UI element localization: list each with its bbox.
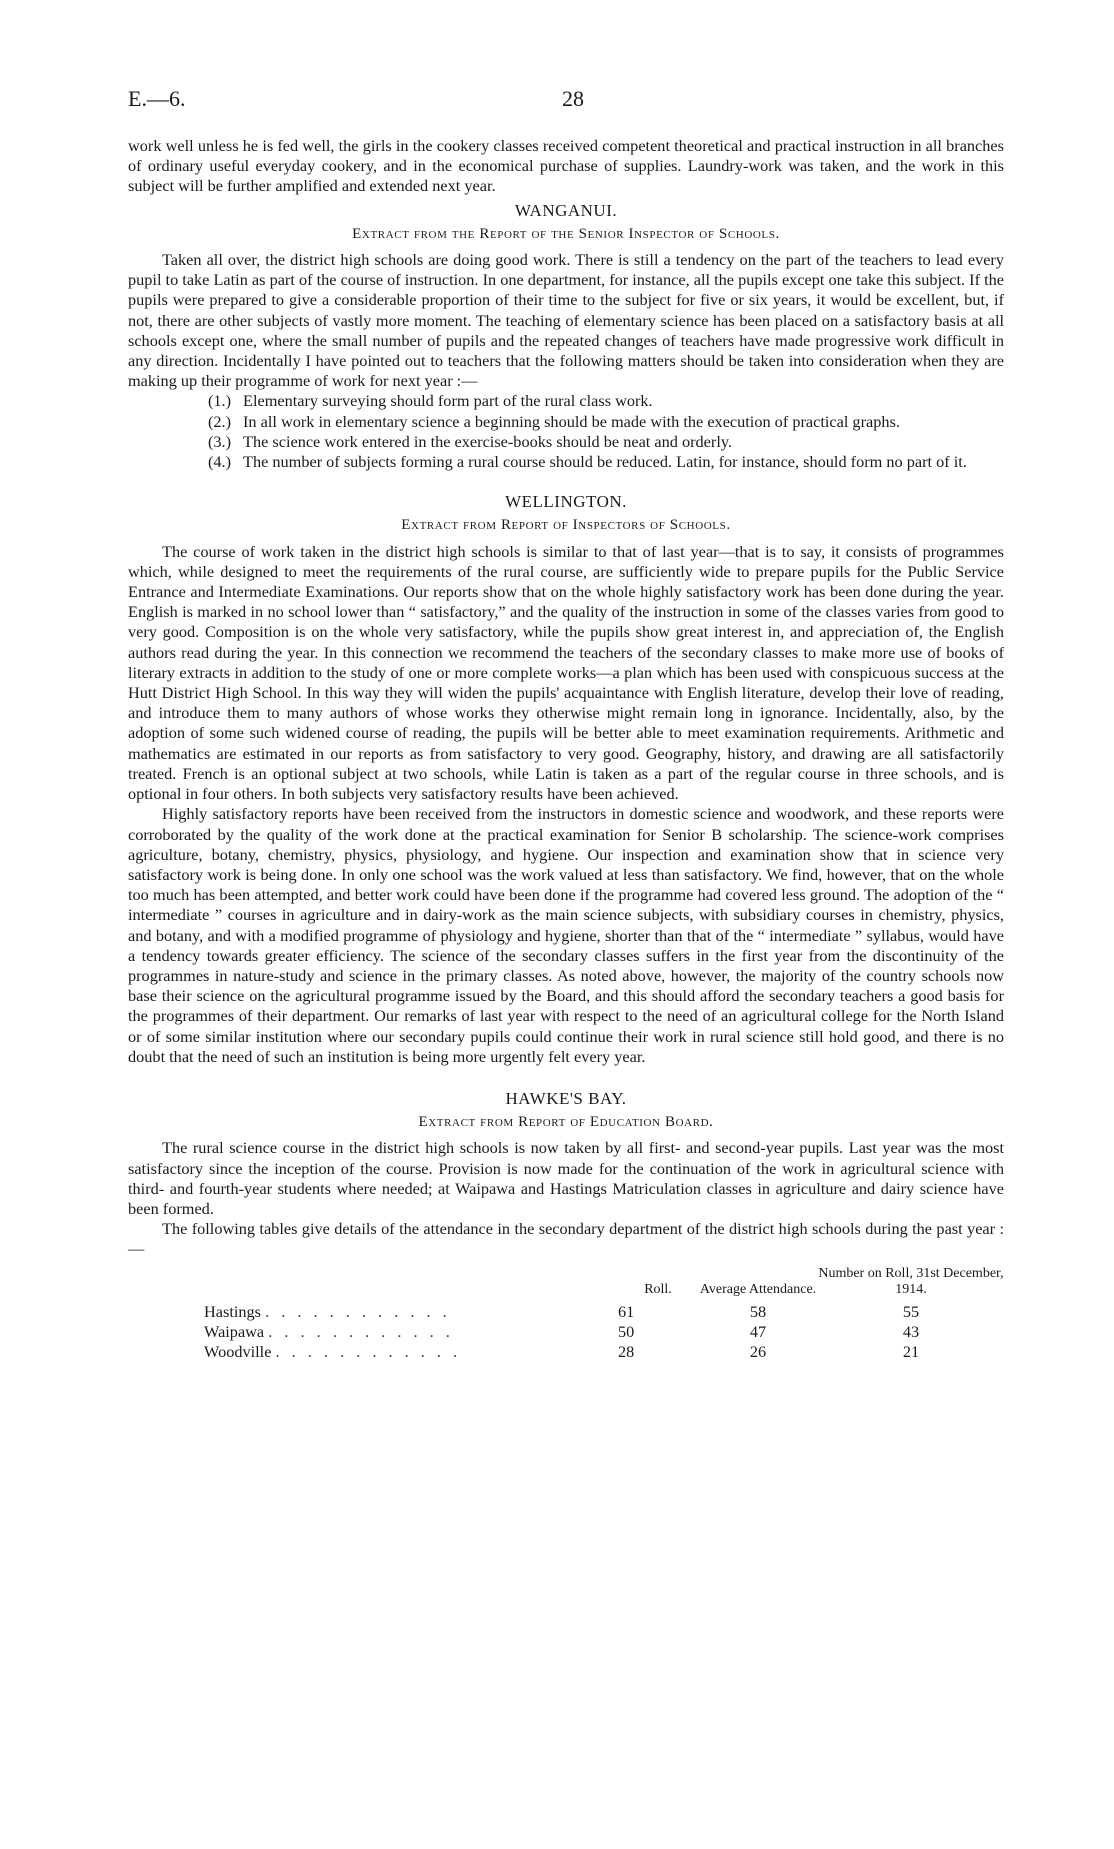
list-item bbox=[208, 412, 1004, 432]
running-head bbox=[128, 86, 1004, 116]
school-name: Woodville bbox=[204, 1341, 272, 1361]
list-item-text: In all work in elementary science a beginning should be made with the execution of practical graphs. bbox=[243, 411, 900, 431]
list-item-number: (2.) bbox=[208, 411, 232, 431]
table-row bbox=[128, 1322, 1004, 1342]
table-row bbox=[128, 1302, 1004, 1322]
table-cell-roll: 28 bbox=[618, 1341, 635, 1361]
table-header-number-on-roll: Number on Roll, 31st December, 1914. bbox=[818, 1265, 1004, 1297]
list-item-text: The number of subjects forming a rural course should be reduced. Latin, for instance, should form no part of it. bbox=[243, 452, 967, 472]
section-subheading-hawkes-bay: Extract from Report of Education Board. bbox=[418, 1114, 714, 1131]
table-row bbox=[128, 1342, 1004, 1362]
list-item-text: The science work entered in the exercise-books should be neat and orderly. bbox=[243, 431, 733, 451]
page-number: 28 bbox=[562, 86, 584, 111]
table-cell-number: 43 bbox=[902, 1321, 920, 1341]
intro-paragraph: work well unless he is fed well, the girls in the cookery classes received competent theoretical and practical instruction in all branches of ordinary useful everyday cookery, and in the economical purchase of supplies. Laundry-work was taken, and the work in this subject will be further amplified and extended next year. bbox=[128, 136, 1004, 196]
dot-leader: . . . . . . . . . . . . bbox=[265, 1301, 451, 1321]
section-heading-wanganui: WANGANUI. bbox=[514, 200, 618, 220]
wanganui-paragraph: Taken all over, the district high schools are doing good work. There is still a tendency on the part of the teachers to lead every pupil to take Latin as part of the course of instruction. In one department, for instance, all the pupils except one take this subject. If the pupils were prepared to give a considerable proportion of their time to the subject for five or six years, it would be excellent, but, if not, there are other subjects of vastly more moment. The teaching of elementary science has been placed on a satisfactory basis at all schools except one, where the small number of pupils and the repeated changes of teachers have made progressive work difficult in any direction. Incidentally I have pointed out to teachers that the following matters should be taken into consideration when they are making up their programme of work for next year :— bbox=[128, 250, 1004, 391]
dot-leader: . . . . . . . . . . . . bbox=[268, 1321, 454, 1341]
hawkes-bay-paragraph-1: The rural science course in the district high schools is now taken by all first- and second-year pupils. Last year was the most satisfactory since the inception of the course. Provision is now made for the continuation of the work in agricultural science with third- and fourth-year students where needed; at Waipawa and Hastings Matriculation classes in agriculture and dairy science have been formed. bbox=[128, 1138, 1004, 1218]
document-reference: E.—6. bbox=[128, 86, 186, 111]
list-item bbox=[208, 391, 1004, 411]
wellington-paragraph-2: Highly satisfactory reports have been received from the instructors in domestic science and woodwork, and these reports were corroborated by the quality of the work done at the practical examination for Senior B scholarship. The science-work comprises agriculture, botany, chemistry, physics, physiology, and hygiene. Our inspection and examination show that in science very satisfactory work is being done. In only one school was the work valued at less than satisfactory. We find, however, that on the whole too much has been attempted, and better work could have been done if the programme had covered less ground. The adoption of the “ intermediate ” courses in agriculture and in dairy-work as the main science subjects, with subsidiary courses in chemistry, physics, and botany, and with a modified programme of physiology and hygiene, shorter than that of the “ intermediate ” syllabus, would have a tendency towards greater efficiency. The science of the secondary classes suffers in the first year from the discontinuity of the programmes in nature-study and science in the primary classes. As noted above, however, the majority of the country schools now base their science on the agricultural programme issued by the Board, and this should afford the secondary teachers a good basis for the programmes of their department. Our remarks of last year with respect to the need of an agricultural college for the North Island or of some similar institution where our secondary pupils could continue their work in rural science still hold good, and there is no doubt that the need of such an institution is being more urgently felt every year. bbox=[128, 804, 1004, 1066]
school-name: Hastings bbox=[204, 1301, 261, 1321]
wellington-paragraph-1: The course of work taken in the district high schools is similar to that of last year—that is to say, it consists of programmes which, while designed to meet the requirements of the rural course, are sufficiently wide to prepare pupils for the Public Service Entrance and Intermediate Examinations. Our reports show that on the whole highly satisfactory work has been done during the year. English is marked in no school lower than “ satisfactory,” and the quality of the instruction in some of the classes varies from good to very good. Composition is on the whole very satisfactory, while the pupils show great interest in, and appreciation of, the English authors read during the year. In this connection we recommend the teachers of the secondary classes to make more use of books of literary extracts in addition to the study of one or more complete works—a plan which has been used with conspicuous success at the Hutt District High School. In this way they will widen the pupils' acquaintance with English literature, develop their love of reading, and introduce them to many authors of whose works they otherwise might remain long in ignorance. Incidentally, also, by the adoption of some such widened course of reading, the pupils will be better able to meet examination requirements. Arithmetic and mathematics are estimated in our reports as from satisfactory to very good. Geography, history, and drawing are all satisfactorily treated. French is an optional subject at two schools, while Latin is taken as a part of the regular course in three schools, and is optional in four others. In both subjects very satisfactory results have been achieved. bbox=[128, 541, 1004, 804]
table-header-row bbox=[128, 1264, 1004, 1302]
body-text bbox=[128, 136, 1004, 1362]
table-cell-average: 47 bbox=[749, 1321, 767, 1341]
table-cell-school bbox=[128, 1342, 618, 1362]
table-cell-average: 58 bbox=[749, 1301, 767, 1321]
table-header-average: Average Attendance. bbox=[699, 1281, 817, 1297]
table-header-school bbox=[128, 1264, 618, 1302]
list-item bbox=[208, 432, 1004, 452]
dot-leader: . . . . . . . . . . . . bbox=[275, 1341, 462, 1361]
list-item-number: (1.) bbox=[208, 391, 232, 411]
table-cell-roll: 61 bbox=[618, 1301, 635, 1321]
section-heading-wellington: WELLINGTON. bbox=[505, 492, 627, 512]
table-header-roll: Roll. bbox=[644, 1281, 672, 1297]
wanganui-list bbox=[128, 391, 1004, 472]
school-name: Waipawa bbox=[204, 1321, 265, 1341]
table-cell-school bbox=[128, 1302, 618, 1322]
table-cell-average: 26 bbox=[749, 1341, 767, 1361]
list-item-number: (4.) bbox=[208, 452, 232, 472]
section-subheading-wanganui: Extract from the Report of the Senior Inspector of Schools. bbox=[352, 225, 780, 242]
table-cell-roll: 50 bbox=[618, 1321, 635, 1341]
list-item-number: (3.) bbox=[208, 431, 232, 451]
list-item-text: Elementary surveying should form part of the rural class work. bbox=[243, 391, 653, 411]
hawkes-bay-paragraph-2: The following tables give details of the attendance in the secondary department of the district high schools during the past year :— bbox=[128, 1219, 1004, 1259]
list-item bbox=[208, 452, 1004, 472]
section-heading-hawkes-bay: HAWKE'S BAY. bbox=[505, 1088, 627, 1108]
section-subheading-wellington: Extract from Report of Inspectors of Schools. bbox=[401, 517, 731, 534]
attendance-table bbox=[128, 1264, 1004, 1362]
table-cell-number: 55 bbox=[902, 1301, 920, 1321]
table-cell-school bbox=[128, 1322, 618, 1342]
table-cell-number: 21 bbox=[902, 1341, 920, 1361]
